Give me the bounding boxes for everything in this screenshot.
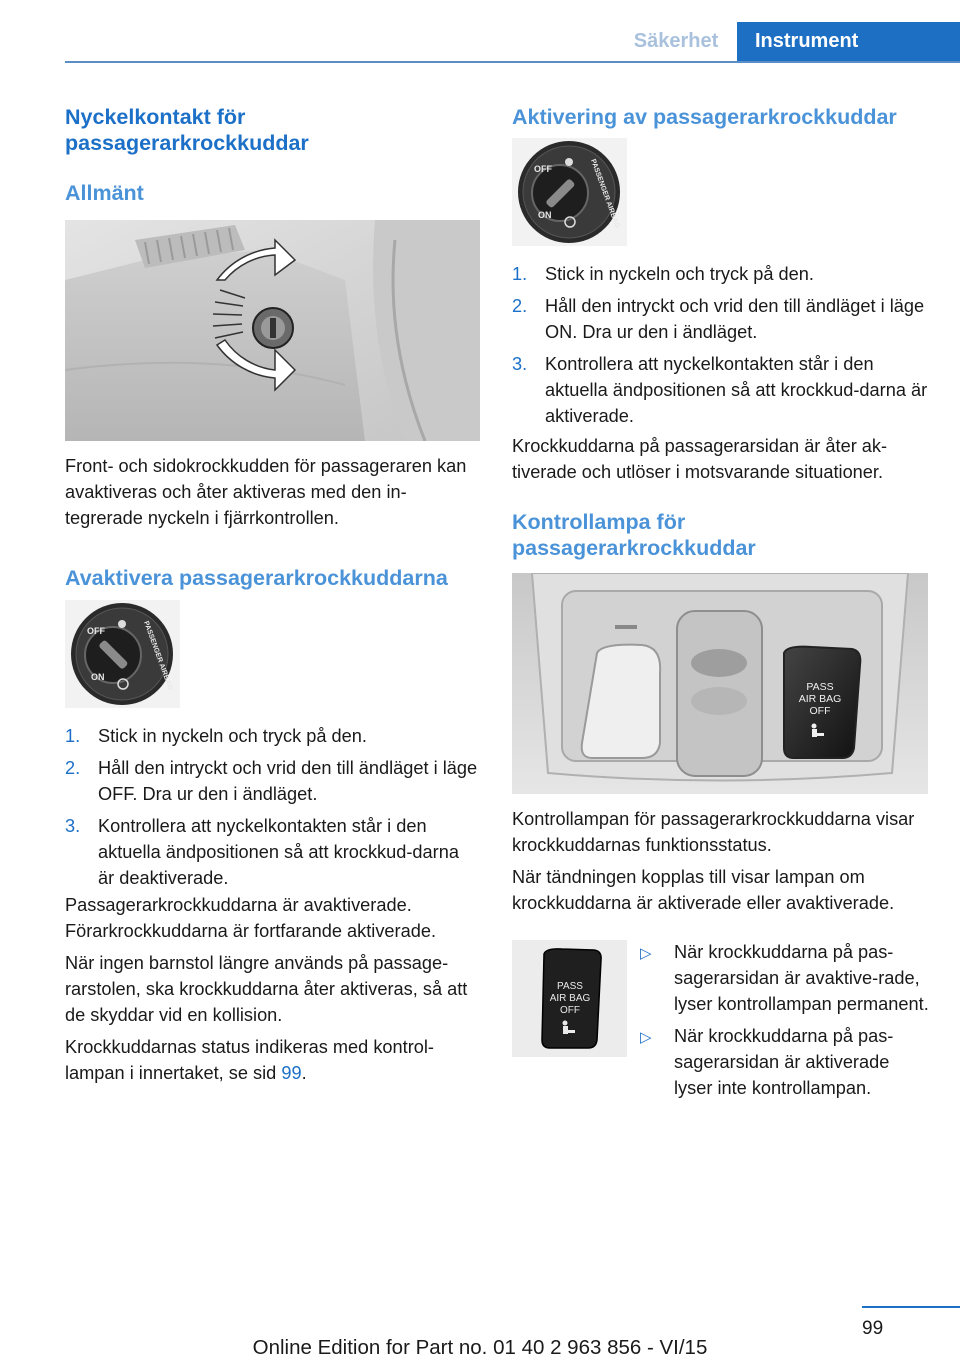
list-item	[65, 755, 480, 807]
step-number: 2.	[512, 296, 528, 316]
bullet-text: När krockkuddarna på pas‐sagerarsidan är avaktive‐rade, lyser kontrollampan permanent.	[674, 942, 929, 1014]
list-item	[512, 351, 932, 429]
switch-on-label: ON	[91, 672, 105, 682]
key-switch-on-illustration	[512, 138, 627, 246]
list-item	[512, 261, 932, 287]
general-description: Front- och sidokrockkudden för passageraren kan avaktiveras och åter aktiveras med den in‐tegrerade nyckeln i fjärrkontrollen.	[65, 456, 467, 528]
activate-heading: Aktivering av passagerarkrockkuddar	[512, 105, 897, 129]
edition-footer: Online Edition for Part no. 01 40 2 963 856 - VI/15	[252, 1336, 708, 1359]
lamp-closeup-image	[512, 940, 627, 1057]
reactivate-advice-text: När ingen barnstol längre används på passage‐rarstolen, ska krockkuddarna åter aktiveras, så att de skyddar vid en kollision.	[65, 953, 468, 1025]
list-item	[65, 723, 480, 749]
step-number: 1.	[65, 726, 81, 746]
step-text: Stick in nyckeln och tryck på den.	[545, 264, 814, 284]
activate-steps	[512, 261, 932, 435]
bullet-triangle-icon: ▷	[640, 1029, 652, 1046]
lamp-heading: Kontrollampa för passagerarkrockkuddar	[512, 510, 756, 560]
switch-off-label: OFF	[534, 164, 552, 174]
switch-on-image	[512, 138, 627, 246]
closeup-label-line1: PASS	[557, 981, 583, 992]
status-indicator-text	[65, 1034, 480, 1086]
dashboard-illustration	[65, 220, 480, 441]
lamp-ignition-text: När tändningen kopplas till visar lampan om krockkuddarna är aktiverade eller avaktiverade.	[512, 867, 895, 913]
switch-on-label: ON	[538, 210, 552, 220]
step-number: 3.	[65, 816, 81, 836]
bullet-triangle-icon: ▷	[640, 945, 652, 962]
closeup-label-line2: AIR BAG	[549, 993, 591, 1004]
lamp-label-line3: OFF	[809, 705, 831, 717]
list-item	[65, 813, 480, 891]
step-number: 1.	[512, 264, 528, 284]
step-number: 3.	[512, 354, 528, 374]
header-rule	[65, 61, 960, 63]
page-number: 99	[862, 1318, 884, 1339]
step-text: Håll den intryckt och vrid den till ändläget i läge ON. Dra ur den i ändläget.	[545, 296, 925, 342]
key-switch-off-illustration	[65, 600, 180, 708]
step-number: 2.	[65, 758, 81, 778]
switch-ring-label: PASSENGER AIRBAG	[589, 158, 621, 230]
deactivated-status-text: Passagerarkrockkuddarna är avaktiverade. Förarkrockkuddarna är fortfarande aktiverade.	[65, 895, 437, 941]
lamp-label-line1: PASS	[806, 681, 834, 693]
page-reference-link[interactable]: 99	[281, 1063, 302, 1083]
step-text: Kontrollera att nyckelkontakten står i den aktuella ändpositionen så att krockkud‐darna är deaktiverade.	[98, 816, 459, 888]
general-heading: Allmänt	[65, 181, 144, 205]
deactivate-steps	[65, 723, 480, 897]
bullet-text: När krockkuddarna på pas‐sagerarsidan är aktiverade lyser inte kontrollampan.	[674, 1026, 894, 1098]
list-item	[640, 939, 930, 1017]
overhead-console-illustration	[512, 573, 928, 794]
dashboard-photo	[65, 220, 480, 441]
step-text: Kontrollera att nyckelkontakten står i den aktuella ändpositionen så att krockkud‐darna är aktiverade.	[545, 354, 928, 426]
lamp-bullets	[640, 939, 930, 1107]
pass-airbag-off-lamp-illustration	[512, 940, 627, 1057]
closeup-label-line3: OFF	[560, 1005, 580, 1016]
lamp-label-line2: AIR BAG	[798, 693, 842, 705]
deactivate-heading: Avaktivera passagerarkrockkuddarna	[65, 566, 448, 590]
footer-rule	[862, 1306, 960, 1308]
switch-ring-label: PASSENGER AIRBAG	[142, 620, 174, 692]
switch-off-label: OFF	[87, 626, 105, 636]
switch-off-image	[65, 600, 180, 708]
step-text: Stick in nyckeln och tryck på den.	[98, 726, 367, 746]
header-section-tab[interactable]: Säkerhet	[633, 30, 719, 52]
page-title: Nyckelkontakt för passagerarkrockkuddar	[65, 105, 309, 155]
lamp-photo	[512, 573, 928, 794]
activated-status-text: Krockkuddarna på passagerarsidan är åter ak‐tiverade och utlöser i motsvarande situationer.	[512, 436, 888, 482]
status-indicator-end: .	[301, 1063, 307, 1083]
header-chapter-tab[interactable]: Instrument	[737, 22, 960, 61]
list-item	[640, 1023, 930, 1101]
status-indicator-body: Krockkuddarnas status indikeras med kontrol‐lampan i innertaket, se sid	[65, 1037, 434, 1083]
lamp-function-text: Kontrollampan för passagerarkrockkuddarna visar krockkuddarnas funktionsstatus.	[512, 809, 915, 855]
step-text: Håll den intryckt och vrid den till ändläget i läge OFF. Dra ur den i ändläget.	[98, 758, 478, 804]
list-item	[512, 293, 932, 345]
